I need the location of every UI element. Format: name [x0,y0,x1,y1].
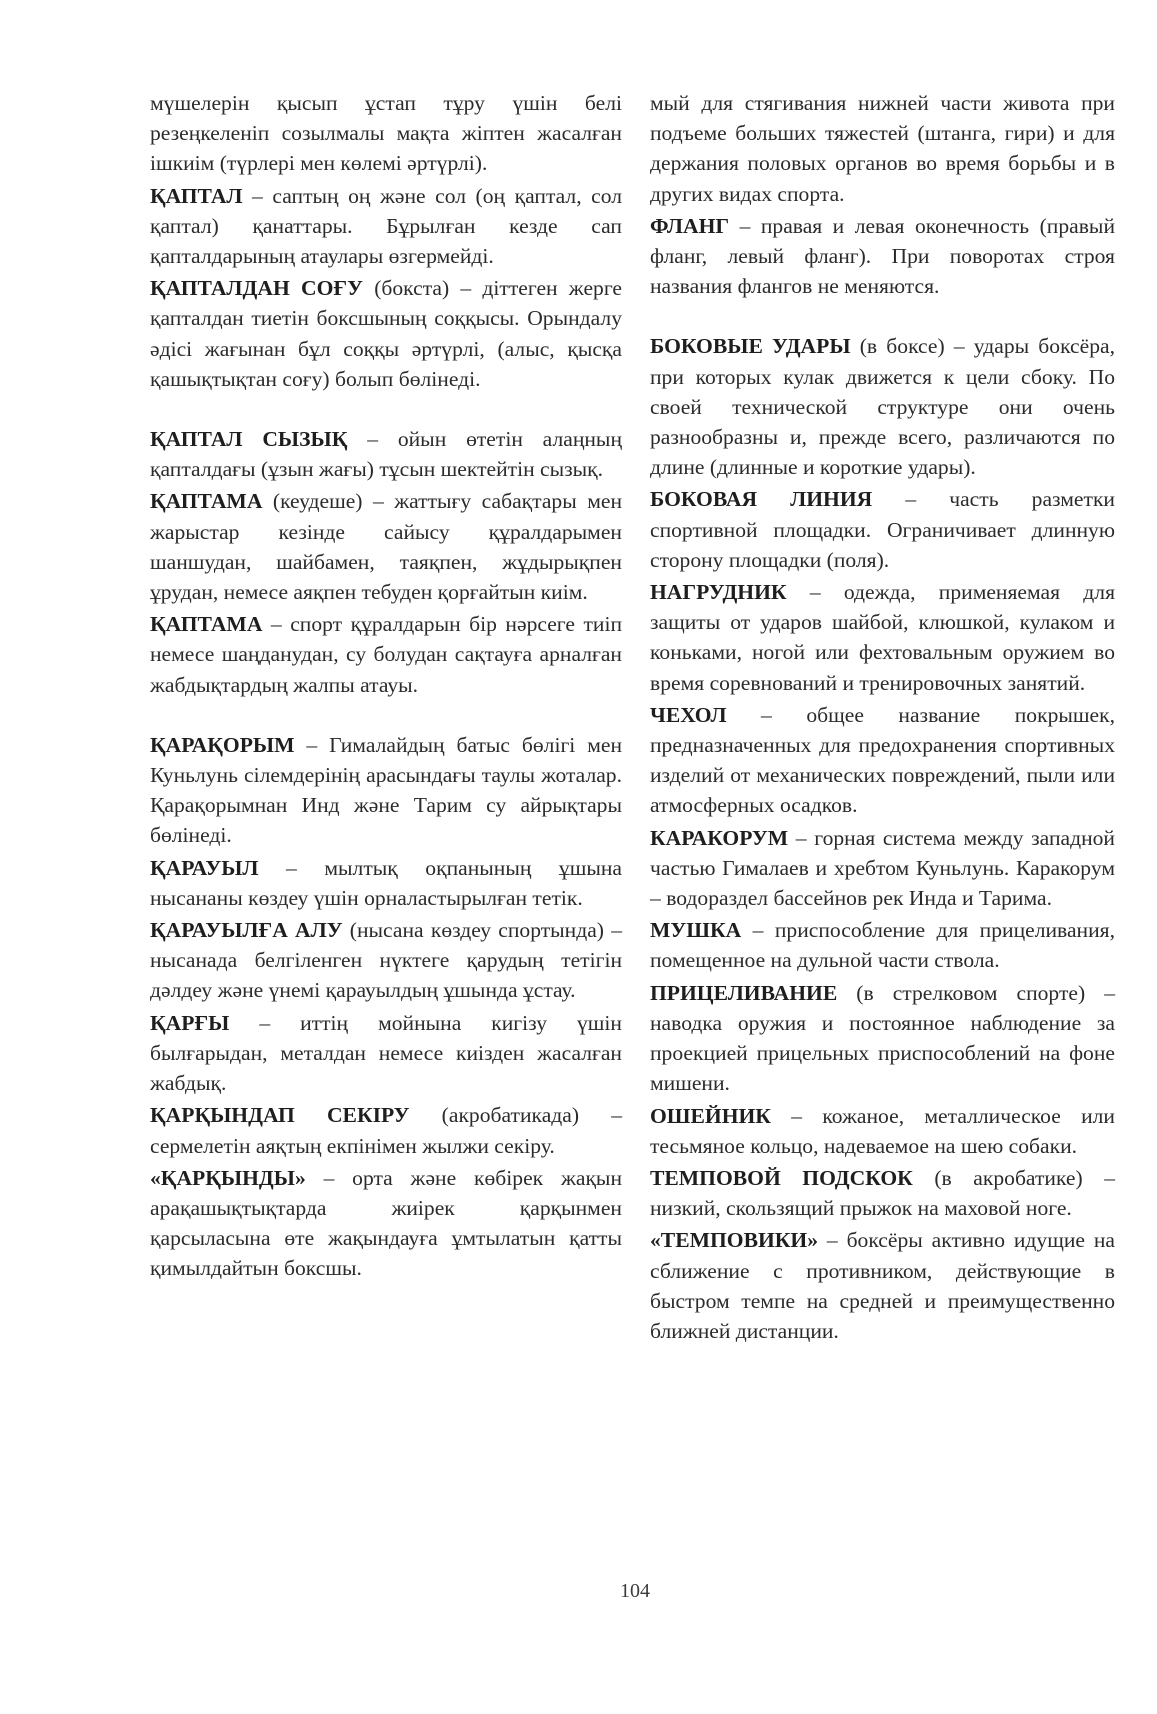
entry [150,88,622,179]
entry-text: (акробатикада) – сермелетін аяқтың екпінімен жылжи секіру. [150,1103,622,1158]
entry-term: НАГРУДНИК [650,580,787,605]
entry-text: – орта және көбірек жақын арақашықтықтарда жиірек қарқынмен қарсыласына өте жақындауға ұмтылатын қатты қимылдайтын боксшы. [150,1165,622,1281]
entry [150,853,622,913]
right-column [650,88,1115,1348]
entry-term: ҚАРАУЫЛ [150,855,259,880]
entry-text: (в акробатике) – низкий, скользящий прыжок на маховой ноге. [650,1165,1115,1221]
entry-term: ПРИЦЕЛИВАНИЕ [650,980,838,1005]
entry [650,700,1115,821]
entry-text: – ойын өтетін алаңның қапталдағы (ұзын жағы) тұсын шектейтін сызық. [150,427,622,482]
entry-text: – боксёры активно идущие на сближение с противником, действующие в быстром темпе на средней и преимущественно ближней дистанции. [650,1228,1115,1343]
entry-term: ҚАПТАЛДАН СОҒУ [150,276,363,301]
page-number: 104 [620,1580,650,1602]
entry [650,823,1115,914]
entry-term: ОШЕЙНИК [650,1103,771,1128]
entry [650,915,1115,975]
entry-text: (кеудеше) – жаттығу сабақтары мен жарыстар кезінде сайысу құралдарымен шаншудан, шайбамен, таяқпен, жұдырықпен ұрудан, немесе аяқпен тебуден қорғайтын киім. [150,489,622,605]
entry-term: ФЛАНГ [650,213,730,238]
entry-term: ҚАПТАМА [150,612,263,637]
entry-term: ҚАРҚЫНДАП СЕКІРУ [150,1103,410,1128]
entry [150,273,622,394]
entry-text: – часть разметки спортивной площадки. Ограничивает длинную сторону площадки (поля). [650,487,1115,572]
entry-text: – иттің мойнына кигізу үшін былғарыдан, металдан немесе киізден жасалған жабдық. [150,1010,622,1096]
entry [150,181,622,272]
entry [150,1008,622,1099]
entry [150,486,622,607]
entry [150,1100,622,1160]
entry-term: ҚАПТАЛ СЫЗЫҚ [150,427,348,452]
entry-text: (бокста) – діттеген жерге қапталдан тиетін боксшының соққысы. Орындалу әдісі жағынан бұл соққы әртүрлі, (алыс, қысқа қашықтықтан соғу) болып бөлінеді. [150,276,622,391]
entry [650,978,1115,1099]
entry-text: – саптың оң және сол (оң қаптал, сол қаптал) қанаттары. Бұрылған кезде сап қапталдарының атаулары өзгермейді. [150,183,622,269]
entry-text: – Гималайдың батыс бөлігі мен Куньлунь сілемдерінің арасындағы таулы жоталар. Қарақорымнан Инд және Тарим су айрықтары бөлінеді. [150,732,622,848]
entry-term: БОКОВЫЕ УДАРЫ [650,334,851,359]
entry-term: ЧЕХОЛ [650,702,727,727]
entry [650,331,1115,482]
entry-term: МУШКА [650,918,742,943]
entry-text: – одежда, применяемая для защиты от ударов шайбой, клюшкой, кулаком и коньками, ногой или фехтовальным оружием во время соревнований и тренировочных занятий. [650,580,1115,695]
entry [150,609,622,700]
entry-text: мый для стягивания нижней части живота при подъеме больших тяжестей (штанга, гири) и для держания половых органов во время борьбы и в других видах спорта. [650,91,1115,206]
entry [150,730,622,851]
entry-term: ҚАРҒЫ [150,1010,230,1035]
entry-text: – спорт құралдарын бір нәрсеге тиіп немесе шаңданудан, су болудан сақтауға арналған жабдықтардың жалпы атауы. [150,612,622,697]
entry [150,915,622,1006]
entry-text: – правая и левая оконечность (правый фланг, левый фланг). При поворотах строя названия флангов не меняются. [650,213,1115,299]
entry-text: (нысана көздеу спортында) – нысанада белгіленген нүктеге қарудың тетігін дәлдеу және үнемі қарауылдың ұшында ұстау. [150,918,622,1003]
entry-term: ТЕМПОВОЙ ПОДСКОК [650,1165,913,1190]
entry-term: ҚАПТАМА [150,489,263,514]
entry-term: БОКОВАЯ ЛИНИЯ [650,487,873,512]
entry [650,577,1115,698]
entry-text: – приспособление для прицеливания, помещенное на дульной части ствола. [650,918,1115,973]
entry-term: «ТЕМПОВИКИ» [650,1228,819,1253]
left-column [150,88,622,1286]
entry-text: – кожаное, металлическое или тесьмяное кольцо, надеваемое на шею собаки. [650,1103,1115,1158]
entry [650,1225,1115,1346]
entry [150,1163,622,1284]
entry [650,1101,1115,1161]
entry [650,1163,1115,1223]
entry [650,484,1115,575]
entry-text: мүшелерін қысып ұстап тұру үшін белі резеңкеленіп созылмалы мақта жіптен жасалған ішкиім (түрлері мен көлемі әртүрлі). [150,91,622,176]
entry-term: КАРАКОРУМ [650,825,789,850]
entry-text: – горная система между западной частью Гималаев и хребтом Куньлунь. Каракорум – водораздел бассейнов рек Инда и Тарима. [650,825,1115,911]
entry [650,211,1115,302]
entry-term: ҚАРАУЫЛҒА АЛУ [150,918,343,943]
entry-term: «ҚАРҚЫНДЫ» [150,1165,306,1190]
entry-text: (в стрелковом спорте) – наводка оружия и постоянное наблюдение за проекцией прицельных приспособлений на фоне мишени. [650,980,1115,1096]
entry [150,424,622,484]
entry-text: (в боксе) – удары боксёра, при которых кулак движется к цели сбоку. По своей технической структуре они очень разнообразны и, прежде всего, различаются по длине (длинные и короткие удары). [650,334,1115,480]
entry-text: – общее название покрышек, предназначенных для предохранения спортивных изделий от механических повреждений, пыли или атмосферных осадков. [650,702,1115,818]
entry-term: ҚАПТАЛ [150,183,243,208]
entry-text: – мылтық оқпанының ұшына нысананы көздеу үшін орналастырылған тетік. [150,855,622,910]
entry-term: ҚАРАҚОРЫМ [150,732,295,757]
entry [650,88,1115,209]
